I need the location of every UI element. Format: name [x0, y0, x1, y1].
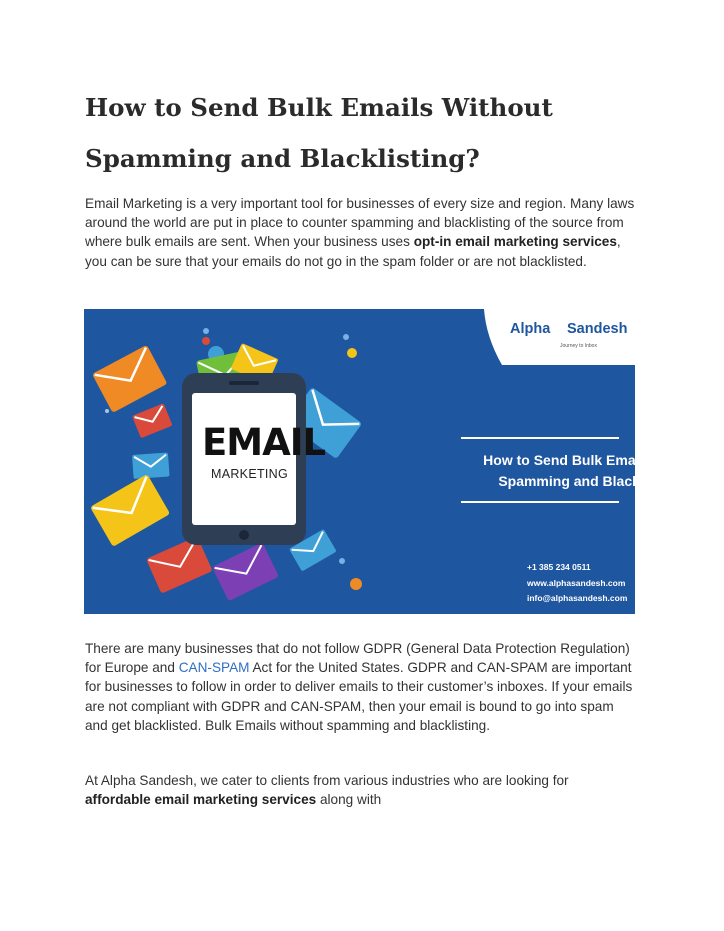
envelope-icon-red-small: [132, 403, 173, 438]
banner-headline: [464, 450, 724, 492]
banner-headline-line-1: How to Send Bulk Emails without: [483, 452, 705, 468]
banner-image: [84, 309, 705, 614]
decor-dot: [347, 348, 357, 358]
envelope-icon-orange: [92, 345, 167, 413]
contact-email: info@alphasandesh.com: [527, 593, 628, 603]
phone-marketing-word: MARKETING: [211, 467, 289, 481]
closing-paragraph: [85, 771, 635, 809]
intro-text-2: , you can be sure that your emails do not go in the spam folder or are not blacklisted.: [85, 234, 621, 269]
closing-bold-phrase: affordable email marketing services: [85, 792, 317, 808]
decor-dot: [343, 334, 349, 340]
decor-dot: [350, 578, 362, 590]
can-spam-link[interactable]: CAN-SPAM: [178, 660, 250, 676]
body-text-2: Act for the United States. GDPR and CAN-SPAM are important for businesses to follow in order to deliver emails to their customer’s inboxes. If your emails are not compliant with GDPR and CAN-SPAM, then your email is bound to go into spam and get blacklisted. Bulk Emails without spamming and blacklisting.: [85, 660, 633, 733]
body-text-1: There are many businesses that do not follow GDPR (General Data Protection Regulation) for Europe and: [85, 641, 630, 676]
decor-dot: [105, 409, 109, 413]
decor-dot: [203, 328, 209, 334]
contact-website: www.alphasandesh.com: [527, 577, 626, 588]
intro-text-1: Email Marketing is a very important tool for businesses of every size and region. Many laws around the world are put in place to counter spamming and blacklisting of the source from where bulk emails are sent. When your business uses: [85, 196, 635, 250]
intro-paragraph: [85, 194, 635, 271]
intro-bold-phrase: opt-in email marketing services: [413, 234, 617, 250]
logo-sandesh: Sandesh: [567, 321, 628, 337]
phone-email-word: EMAIL: [202, 421, 326, 464]
contact-phone: +1 385 234 0511: [527, 562, 591, 572]
envelope-icon-lightblue: [132, 452, 170, 478]
envelope-icon-yellow: [90, 474, 170, 547]
decor-dot: [202, 337, 210, 345]
contact-info: [527, 560, 627, 607]
closing-text-2: along with: [316, 792, 382, 808]
headline-rule-bottom: [461, 501, 619, 503]
body-paragraph: [85, 639, 635, 735]
decor-dot: [339, 558, 345, 564]
envelope-icon-purple: [212, 542, 279, 601]
page-title: How to Send Bulk Emails Without Spamming and Blacklisting?: [85, 93, 553, 173]
banner-headline-line-2: Spamming and Blacklisting?: [498, 473, 690, 489]
logo-tagline: Journey to Inbox: [560, 343, 597, 349]
closing-text-1: At Alpha Sandesh, we cater to clients from various industries who are looking for: [85, 773, 569, 788]
headline-rule-top: [461, 437, 619, 439]
logo-alpha: Alpha: [510, 321, 551, 337]
logo-badge-shape: [484, 309, 635, 365]
